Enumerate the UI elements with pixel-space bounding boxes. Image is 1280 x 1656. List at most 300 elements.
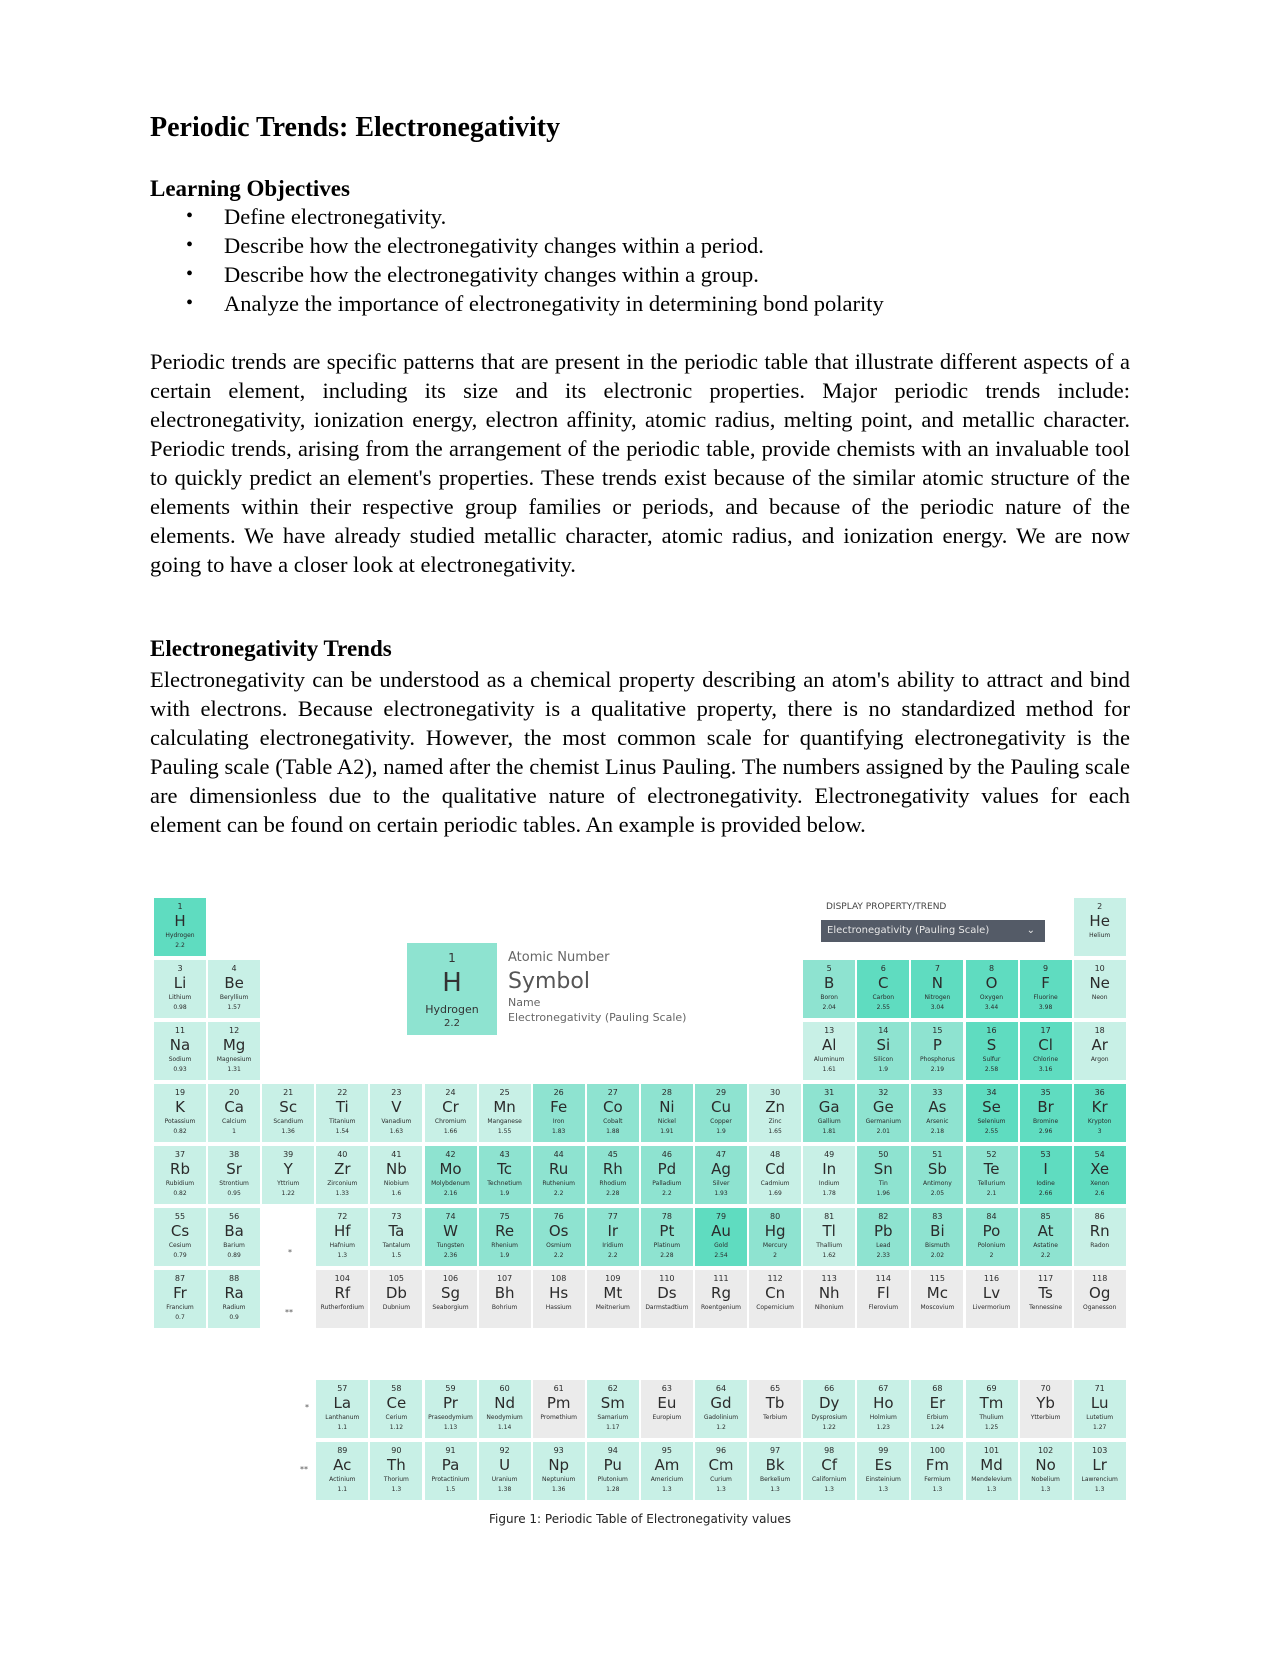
element-cell-nd[interactable]: [479, 1380, 531, 1438]
element-symbol: Xe: [1090, 1160, 1110, 1178]
element-number: 72: [337, 1212, 348, 1221]
element-cell-sn[interactable]: [857, 1146, 909, 1204]
element-symbol: Ba: [224, 1222, 244, 1240]
element-number: 44: [553, 1150, 564, 1159]
element-cell-ru[interactable]: [533, 1146, 585, 1204]
element-cell-si[interactable]: [857, 1022, 909, 1080]
element-electronegativity: 2.05: [930, 1190, 945, 1197]
element-cell-po[interactable]: [966, 1208, 1018, 1266]
element-cell-rn[interactable]: [1074, 1208, 1126, 1266]
element-cell-al[interactable]: [803, 1022, 855, 1080]
element-cell-am[interactable]: [641, 1442, 693, 1500]
element-name: Fermium: [924, 1476, 951, 1483]
element-cell-xe[interactable]: [1074, 1146, 1126, 1204]
element-name: Lawrencium: [1081, 1476, 1118, 1483]
element-name: Osmium: [546, 1242, 572, 1249]
element-number: 53: [1040, 1150, 1051, 1159]
element-name: Samarium: [597, 1414, 629, 1421]
element-name: Niobium: [383, 1180, 409, 1187]
element-symbol: Nd: [494, 1394, 515, 1412]
element-number: 111: [713, 1274, 729, 1283]
element-name: Livermorium: [972, 1304, 1011, 1311]
element-symbol: In: [822, 1160, 837, 1178]
element-cell-eu[interactable]: [641, 1380, 693, 1438]
element-cell-ho[interactable]: [857, 1380, 909, 1438]
element-cell-in[interactable]: [803, 1146, 855, 1204]
element-cell-cf[interactable]: [803, 1442, 855, 1500]
element-cell-fr[interactable]: [154, 1270, 206, 1328]
element-name: Phosphorus: [919, 1056, 955, 1063]
element-name: Mendelevium: [971, 1476, 1012, 1483]
element-symbol: Mt: [603, 1284, 623, 1302]
element-symbol: Hs: [549, 1284, 569, 1302]
element-number: 50: [878, 1150, 889, 1159]
element-electronegativity: 1.96: [876, 1190, 890, 1197]
element-cell-fl[interactable]: [857, 1270, 909, 1328]
element-cell-na[interactable]: [154, 1022, 206, 1080]
element-cell-np[interactable]: [533, 1442, 585, 1500]
element-electronegativity: 1: [232, 1128, 236, 1135]
element-electronegativity: 1.5: [391, 1252, 402, 1259]
element-symbol: Cr: [442, 1098, 459, 1116]
element-electronegativity: 1.1: [337, 1486, 348, 1493]
element-cell-n[interactable]: [911, 960, 963, 1018]
element-cell-fe[interactable]: [533, 1084, 585, 1142]
element-electronegativity: 2.19: [930, 1066, 945, 1073]
element-number: 46: [661, 1150, 672, 1159]
element-name: Sodium: [168, 1056, 192, 1063]
element-symbol: Hf: [334, 1222, 351, 1240]
element-electronegativity: 1.69: [768, 1190, 782, 1197]
element-symbol: K: [175, 1098, 185, 1116]
element-cell-yb[interactable]: [1020, 1380, 1072, 1438]
element-cell-ra[interactable]: [208, 1270, 260, 1328]
element-name: Holmium: [869, 1414, 897, 1421]
element-number: 42: [445, 1150, 456, 1159]
element-number: 40: [337, 1150, 348, 1159]
element-electronegativity: 1.3: [662, 1486, 672, 1493]
element-cell-rb[interactable]: [154, 1146, 206, 1204]
element-cell-pu[interactable]: [587, 1442, 639, 1500]
element-electronegativity: 2.58: [984, 1066, 999, 1073]
element-name: Fluorine: [1033, 994, 1058, 1001]
element-symbol: Y: [283, 1160, 293, 1178]
element-symbol: B: [824, 974, 835, 992]
element-cell-sb[interactable]: [911, 1146, 963, 1204]
element-name: Thallium: [816, 1242, 843, 1249]
element-number: 4: [231, 964, 237, 973]
element-cell-cl[interactable]: [1020, 1022, 1072, 1080]
element-name: Neon: [1091, 994, 1108, 1001]
element-cell-rh[interactable]: [587, 1146, 639, 1204]
element-cell-zr[interactable]: [316, 1146, 368, 1204]
element-name: Americium: [650, 1476, 684, 1483]
element-cell-te[interactable]: [966, 1146, 1018, 1204]
element-electronegativity: 1.25: [984, 1424, 999, 1431]
legend-label-symbol: Symbol: [508, 969, 590, 994]
element-number: 103: [1092, 1446, 1108, 1455]
element-cell-b[interactable]: [803, 960, 855, 1018]
element-cell-hs[interactable]: [533, 1270, 585, 1328]
element-cell-mg[interactable]: [208, 1022, 260, 1080]
element-cell-es[interactable]: [857, 1442, 909, 1500]
element-number: 2: [1097, 902, 1103, 911]
element-symbol: Tb: [765, 1394, 785, 1412]
element-name: Bromine: [1033, 1118, 1059, 1125]
element-name: Rutherfordium: [320, 1304, 364, 1311]
element-cell-he[interactable]: [1074, 898, 1126, 956]
element-cell-at[interactable]: [1020, 1208, 1072, 1266]
element-cell-pd[interactable]: [641, 1146, 693, 1204]
element-number: 48: [770, 1150, 781, 1159]
element-cell-mn[interactable]: [479, 1084, 531, 1142]
element-name: Gallium: [817, 1118, 841, 1125]
element-number: 99: [878, 1446, 889, 1455]
element-symbol: Na: [169, 1036, 191, 1054]
element-name: Platinum: [653, 1242, 681, 1249]
element-name: Carbon: [872, 994, 895, 1001]
element-cell-sg[interactable]: [425, 1270, 477, 1328]
element-cell-sc[interactable]: [262, 1084, 314, 1142]
element-cell-c[interactable]: [857, 960, 909, 1018]
element-name: Einsteinium: [865, 1476, 901, 1483]
element-electronegativity: 1.23: [876, 1424, 890, 1431]
element-symbol: No: [1035, 1456, 1056, 1474]
element-number: 5: [826, 964, 832, 973]
element-electronegativity: 1.66: [443, 1128, 458, 1135]
element-cell-be[interactable]: [208, 960, 260, 1018]
element-symbol: Yb: [1036, 1394, 1055, 1412]
element-cell-fm[interactable]: [911, 1442, 963, 1500]
element-cell-nb[interactable]: [370, 1146, 422, 1204]
element-number: 75: [499, 1212, 510, 1221]
element-name: Darmstadtium: [645, 1304, 689, 1311]
element-cell-ts[interactable]: [1020, 1270, 1072, 1328]
element-electronegativity: 2.2: [1040, 1252, 1051, 1259]
element-electronegativity: 2.33: [876, 1252, 890, 1259]
legend-name: Hydrogen: [425, 1003, 479, 1016]
element-symbol: Sm: [600, 1394, 625, 1412]
element-cell-ca[interactable]: [208, 1084, 260, 1142]
element-cell-s[interactable]: [966, 1022, 1018, 1080]
element-symbol: Rg: [711, 1284, 731, 1302]
element-cell-no[interactable]: [1020, 1442, 1072, 1500]
element-symbol: Cu: [711, 1098, 731, 1116]
element-cell-ti[interactable]: [316, 1084, 368, 1142]
element-symbol: Ir: [607, 1222, 619, 1240]
element-electronegativity: 2.2: [553, 1190, 564, 1197]
element-cell-li[interactable]: [154, 960, 206, 1018]
element-name: Praseodymium: [428, 1414, 473, 1421]
element-name: Nickel: [657, 1118, 676, 1125]
element-name: Flerovium: [868, 1304, 899, 1311]
element-cell-cs[interactable]: [154, 1208, 206, 1266]
element-cell-og[interactable]: [1074, 1270, 1126, 1328]
element-cell-rf[interactable]: [316, 1270, 368, 1328]
element-cell-ds[interactable]: [641, 1270, 693, 1328]
element-cell-pm[interactable]: [533, 1380, 585, 1438]
objective-item: • Analyze the importance of electronegativity in determining bond polarity: [150, 289, 1130, 318]
element-name: Promethium: [540, 1414, 577, 1421]
element-cell-ar[interactable]: [1074, 1022, 1126, 1080]
element-electronegativity: 2.55: [984, 1128, 999, 1135]
objective-item: • Describe how the electronegativity changes within a period.: [150, 231, 1130, 260]
element-cell-w[interactable]: [425, 1208, 477, 1266]
element-cell-br[interactable]: [1020, 1084, 1072, 1142]
element-electronegativity: 2.66: [1038, 1190, 1053, 1197]
element-symbol: Si: [876, 1036, 891, 1054]
element-number: 41: [391, 1150, 402, 1159]
element-cell-lv[interactable]: [966, 1270, 1018, 1328]
actinide-row-marker: **: [300, 1465, 308, 1474]
element-cell-i[interactable]: [1020, 1146, 1072, 1204]
element-symbol: Br: [1037, 1098, 1054, 1116]
element-cell-gd[interactable]: [695, 1380, 747, 1438]
element-symbol: Bh: [494, 1284, 515, 1302]
element-symbol: Zr: [334, 1160, 351, 1178]
element-number: 21: [283, 1088, 294, 1097]
element-name: Curium: [710, 1476, 732, 1483]
element-cell-ir[interactable]: [587, 1208, 639, 1266]
element-number: 83: [932, 1212, 943, 1221]
element-symbol: Fr: [173, 1284, 187, 1302]
element-number: 29: [715, 1088, 727, 1097]
element-electronegativity: 1.55: [497, 1128, 512, 1135]
trends-paragraph: Electronegativity can be understood as a chemical property describing an atom's ability to attract and bind with electrons. Because electronegativity is a qualitative property, there is no standardized method for calculating electronegativity. However, the most common scale for quantifying electronegativity is the Pauling scale (Table A2), named after the chemist Linus Pauling. The numbers assigned by the Pauling scale are dimensionless due to the qualitative nature of electronegativity. Electronegativity values for each element can be found on certain periodic tables. An example is provided below.: [150, 667, 1130, 837]
element-cell-ta[interactable]: [370, 1208, 422, 1266]
element-cell-db[interactable]: [370, 1270, 422, 1328]
element-symbol: Po: [982, 1222, 1001, 1240]
element-symbol: U: [499, 1456, 511, 1474]
element-electronegativity: 2.36: [443, 1252, 458, 1259]
element-number: 12: [229, 1026, 240, 1035]
element-cell-re[interactable]: [479, 1208, 531, 1266]
element-number: 9: [1043, 964, 1049, 973]
element-electronegativity: 2.6: [1094, 1190, 1105, 1197]
objective-item: • Describe how the electronegativity changes within a group.: [150, 260, 1130, 289]
element-cell-u[interactable]: [479, 1442, 531, 1500]
element-name: Bohrium: [491, 1304, 518, 1311]
element-symbol: Fe: [550, 1098, 568, 1116]
element-electronegativity: 1.1: [337, 1424, 348, 1431]
element-number: 104: [334, 1274, 350, 1283]
element-cell-mc[interactable]: [911, 1270, 963, 1328]
element-cell-sm[interactable]: [587, 1380, 639, 1438]
element-cell-bk[interactable]: [749, 1442, 801, 1500]
element-electronegativity: 3.04: [930, 1004, 945, 1011]
element-symbol: Md: [980, 1456, 1003, 1474]
element-name: Krypton: [1087, 1118, 1112, 1125]
element-symbol: Mo: [439, 1160, 462, 1178]
element-electronegativity: 1.12: [389, 1424, 404, 1431]
element-electronegativity: 3.98: [1038, 1004, 1053, 1011]
element-symbol: Ts: [1038, 1284, 1053, 1302]
element-name: Sulfur: [982, 1056, 1001, 1063]
element-cell-hg[interactable]: [749, 1208, 801, 1266]
element-number: 91: [445, 1446, 456, 1455]
element-number: 11: [174, 1026, 186, 1035]
element-cell-ga[interactable]: [803, 1084, 855, 1142]
element-cell-h[interactable]: [154, 898, 206, 956]
element-name: Europium: [652, 1414, 682, 1421]
element-name: Calcium: [222, 1118, 247, 1125]
element-cell-hf[interactable]: [316, 1208, 368, 1266]
element-cell-cr[interactable]: [425, 1084, 477, 1142]
element-cell-la[interactable]: [316, 1380, 368, 1438]
element-number: 27: [607, 1088, 618, 1097]
element-name: Helium: [1089, 932, 1111, 939]
element-cell-ba[interactable]: [208, 1208, 260, 1266]
element-cell-f[interactable]: [1020, 960, 1072, 1018]
element-symbol: H: [174, 912, 186, 930]
element-number: 110: [659, 1274, 675, 1283]
learning-objectives: [150, 176, 1130, 318]
element-name: Technetium: [487, 1180, 522, 1187]
element-number: 95: [661, 1446, 672, 1455]
element-cell-tl[interactable]: [803, 1208, 855, 1266]
element-number: 82: [878, 1212, 889, 1221]
element-electronegativity: 1.2: [716, 1424, 726, 1431]
element-cell-ge[interactable]: [857, 1084, 909, 1142]
element-name: Beryllium: [219, 994, 249, 1001]
element-symbol: La: [333, 1394, 352, 1412]
element-cell-cd[interactable]: [749, 1146, 801, 1204]
element-symbol: Ne: [1089, 974, 1110, 992]
element-symbol: O: [985, 974, 998, 992]
element-number: 31: [824, 1088, 835, 1097]
element-cell-p[interactable]: [911, 1022, 963, 1080]
element-cell-as[interactable]: [911, 1084, 963, 1142]
element-symbol: Rh: [602, 1160, 623, 1178]
element-electronegativity: 1.9: [499, 1190, 510, 1197]
element-symbol: Rb: [170, 1160, 190, 1178]
element-cell-zn[interactable]: [749, 1084, 801, 1142]
element-number: 69: [986, 1384, 997, 1393]
element-cell-ce[interactable]: [370, 1380, 422, 1438]
element-cell-tc[interactable]: [479, 1146, 531, 1204]
element-cell-ac[interactable]: [316, 1442, 368, 1500]
element-number: 108: [551, 1274, 567, 1283]
element-cell-ne[interactable]: [1074, 960, 1126, 1018]
element-cell-sr[interactable]: [208, 1146, 260, 1204]
element-name: Manganese: [487, 1118, 522, 1125]
element-cell-dy[interactable]: [803, 1380, 855, 1438]
display-property-select[interactable]: [821, 920, 1045, 942]
element-electronegativity: 1.3: [1094, 1486, 1105, 1493]
element-cell-pb[interactable]: [857, 1208, 909, 1266]
element-cell-se[interactable]: [966, 1084, 1018, 1142]
element-cell-o[interactable]: [966, 960, 1018, 1018]
element-cell-nh[interactable]: [803, 1270, 855, 1328]
element-name: Radium: [222, 1304, 246, 1311]
element-name: Silver: [712, 1180, 730, 1187]
element-cell-v[interactable]: [370, 1084, 422, 1142]
element-cell-ni[interactable]: [641, 1084, 693, 1142]
element-cell-md[interactable]: [966, 1442, 1018, 1500]
element-cell-er[interactable]: [911, 1380, 963, 1438]
element-cell-bi[interactable]: [911, 1208, 963, 1266]
element-cell-co[interactable]: [587, 1084, 639, 1142]
element-symbol: Lu: [1090, 1394, 1109, 1412]
element-cell-k[interactable]: [154, 1084, 206, 1142]
element-name: Meitnerium: [595, 1304, 630, 1311]
element-number: 38: [229, 1150, 240, 1159]
element-symbol: Ac: [333, 1456, 352, 1474]
element-cell-y[interactable]: [262, 1146, 314, 1204]
figure-caption: Figure 1: Periodic Table of Electronegativity values: [488, 1512, 792, 1526]
element-cell-au[interactable]: [695, 1208, 747, 1266]
element-cell-rg[interactable]: [695, 1270, 747, 1328]
element-number: 109: [605, 1274, 621, 1283]
element-number: 68: [932, 1384, 943, 1393]
legend-label-value: Electronegativity (Pauling Scale): [508, 1011, 687, 1024]
element-electronegativity: 1.6: [391, 1190, 402, 1197]
element-symbol: Ti: [335, 1098, 349, 1116]
element-name: Uranium: [491, 1476, 518, 1483]
element-number: 101: [983, 1446, 1000, 1455]
element-name: Moscovium: [920, 1304, 955, 1311]
element-symbol: C: [878, 974, 889, 992]
element-cell-lr[interactable]: [1074, 1442, 1126, 1500]
element-number: 78: [661, 1212, 672, 1221]
element-name: Oxygen: [979, 994, 1004, 1001]
element-name: Vanadium: [381, 1118, 412, 1125]
element-number: 60: [499, 1384, 510, 1393]
element-cell-lu[interactable]: [1074, 1380, 1126, 1438]
element-cell-mt[interactable]: [587, 1270, 639, 1328]
element-symbol: W: [443, 1222, 458, 1240]
element-cell-mo[interactable]: [425, 1146, 477, 1204]
element-symbol: Eu: [657, 1394, 677, 1412]
element-cell-th[interactable]: [370, 1442, 422, 1500]
element-name: Rhenium: [491, 1242, 518, 1249]
element-electronegativity: 1.9: [499, 1252, 510, 1259]
element-cell-cm[interactable]: [695, 1442, 747, 1500]
element-cell-bh[interactable]: [479, 1270, 531, 1328]
element-cell-os[interactable]: [533, 1208, 585, 1266]
element-cell-tm[interactable]: [966, 1380, 1018, 1438]
element-symbol: Ra: [224, 1284, 244, 1302]
element-number: 94: [607, 1446, 618, 1455]
element-cell-kr[interactable]: [1074, 1084, 1126, 1142]
element-cell-cn[interactable]: [749, 1270, 801, 1328]
element-cell-pr[interactable]: [425, 1380, 477, 1438]
element-name: Oganesson: [1082, 1304, 1117, 1311]
element-cell-pa[interactable]: [425, 1442, 477, 1500]
element-name: Rubidium: [165, 1180, 195, 1187]
element-electronegativity: 2.28: [660, 1252, 674, 1259]
element-name: Cadmium: [760, 1180, 790, 1187]
element-symbol: Mg: [222, 1036, 246, 1054]
element-symbol: Hg: [764, 1222, 786, 1240]
element-cell-ag[interactable]: [695, 1146, 747, 1204]
element-electronegativity: 1.13: [443, 1424, 458, 1431]
element-number: 39: [283, 1150, 294, 1159]
element-symbol: P: [932, 1036, 942, 1054]
element-cell-tb[interactable]: [749, 1380, 801, 1438]
element-symbol: Be: [224, 974, 244, 992]
element-electronegativity: 1.31: [227, 1066, 241, 1073]
element-symbol: Ga: [818, 1098, 840, 1116]
element-number: 45: [607, 1150, 618, 1159]
element-symbol: Mc: [926, 1284, 948, 1302]
element-number: 76: [553, 1212, 564, 1221]
element-symbol: Pu: [603, 1456, 622, 1474]
element-number: 105: [388, 1274, 405, 1283]
element-cell-pt[interactable]: [641, 1208, 693, 1266]
element-electronegativity: 1.91: [660, 1128, 674, 1135]
element-cell-cu[interactable]: [695, 1084, 747, 1142]
